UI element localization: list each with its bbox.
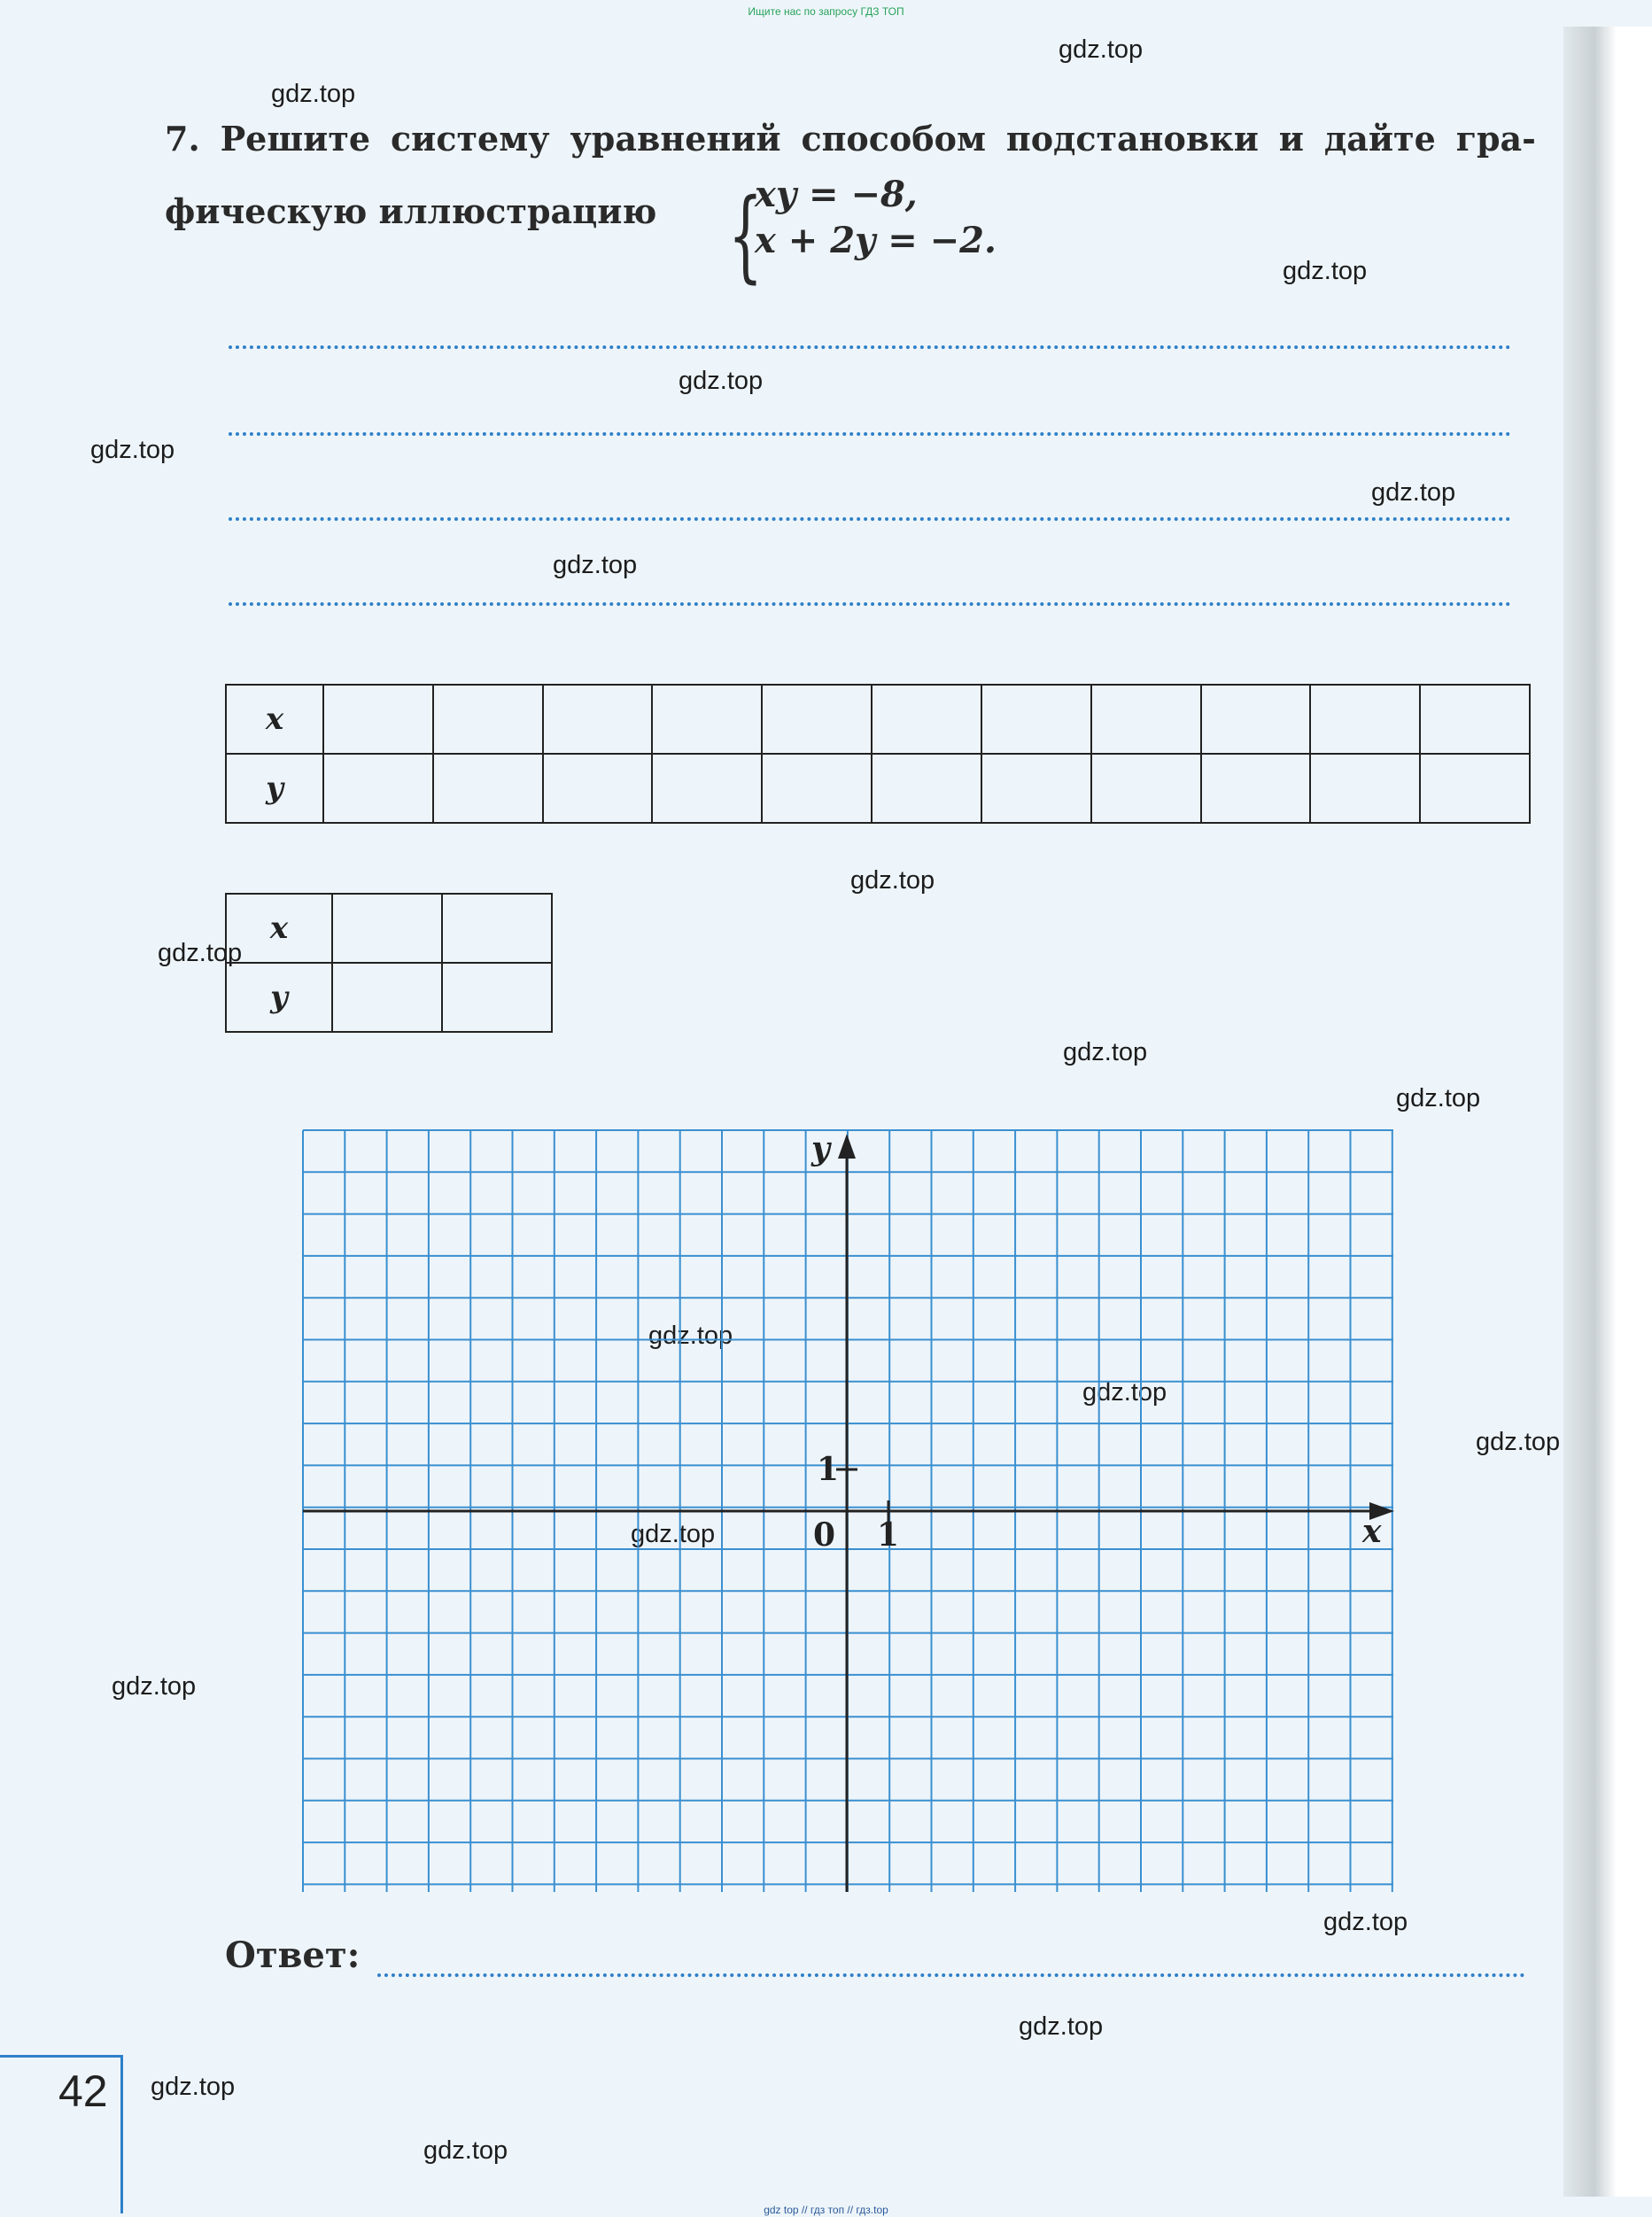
- watermark: gdz.top: [679, 367, 764, 395]
- task-word: систему: [391, 119, 550, 159]
- equation-2: x + 2y = −2.: [755, 220, 997, 261]
- watermark: gdz.top: [90, 436, 175, 464]
- answer-line[interactable]: [377, 1973, 1525, 1977]
- watermark: gdz.top: [850, 866, 935, 895]
- y-unit-label: 1: [817, 1451, 840, 1488]
- watermark: gdz.top: [112, 1672, 197, 1701]
- watermark: gdz.top: [1059, 35, 1144, 64]
- watermark: gdz.top: [1476, 1428, 1561, 1456]
- watermark: gdz.top: [1019, 2012, 1104, 2041]
- x-unit-label: 1: [877, 1516, 900, 1554]
- watermark: gdz.top: [1283, 257, 1368, 285]
- task-word: подстановки: [1005, 119, 1259, 159]
- y-axis-label: y: [811, 1130, 830, 1167]
- watermark: gdz.top: [1323, 1908, 1408, 1936]
- task-word: Решите: [220, 119, 371, 159]
- row-label-x: x: [226, 685, 323, 754]
- task-word: способом: [801, 119, 986, 159]
- watermark: gdz.top: [271, 80, 356, 108]
- y-axis-arrow: [838, 1134, 856, 1159]
- watermark: gdz.top: [1371, 478, 1456, 507]
- footer-note: gdz top // гдз топ // гдз.top: [764, 2204, 888, 2216]
- task-number: 7.: [165, 119, 200, 159]
- watermark: gdz.top: [553, 551, 638, 579]
- axes: [303, 1134, 1394, 1892]
- page-number: 42: [58, 2066, 108, 2116]
- row-label-y: y: [226, 963, 332, 1032]
- task-word: и: [1278, 119, 1304, 159]
- watermark: gdz.top: [158, 939, 243, 967]
- watermark: gdz.top: [151, 2073, 236, 2101]
- header-note: Ищите нас по запросу ГДЗ ТОП: [748, 5, 904, 18]
- row-label-y: y: [226, 754, 323, 823]
- task-line-2: фическую иллюстрацию: [165, 191, 657, 231]
- origin-label: 0: [813, 1516, 836, 1554]
- task-word: дайте: [1323, 119, 1436, 159]
- x-axis-label: x: [1362, 1513, 1382, 1550]
- task-word: гра-: [1455, 119, 1536, 159]
- task-word: уравнений: [570, 119, 781, 159]
- equation-1: xy = −8,: [755, 174, 918, 215]
- watermark: gdz.top: [1396, 1084, 1481, 1112]
- answer-label: Ответ:: [225, 1934, 361, 1976]
- watermark: gdz.top: [648, 1322, 733, 1350]
- watermark: gdz.top: [1082, 1378, 1167, 1407]
- watermark: gdz.top: [1063, 1038, 1148, 1066]
- watermark: gdz.top: [423, 2136, 508, 2165]
- watermark: gdz.top: [631, 1520, 716, 1548]
- row-label-x: x: [226, 894, 332, 963]
- system-brace: {: [728, 178, 764, 293]
